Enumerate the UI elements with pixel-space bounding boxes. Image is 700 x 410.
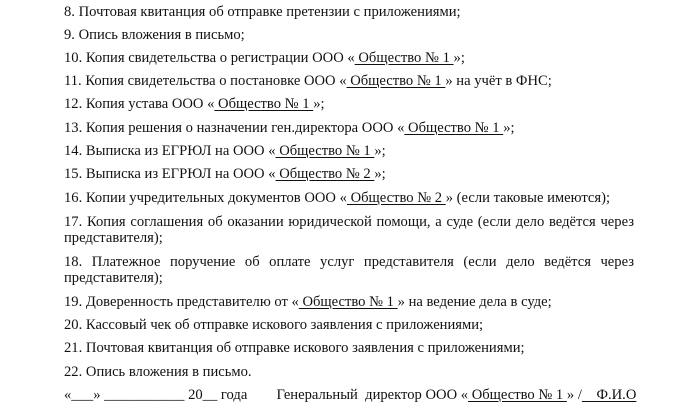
day-blank: ___ — [71, 387, 94, 403]
company-name: Общество № 1 — [298, 294, 398, 310]
year-blank: __ — [202, 387, 218, 403]
item-number: 22. — [64, 364, 83, 380]
item-number: 13. — [64, 120, 83, 136]
date-quote-open: « — [64, 387, 72, 403]
item-number: 14. — [64, 143, 83, 159]
list-item-22 — [64, 364, 634, 380]
item-text-tail: »; — [374, 166, 386, 182]
company-name: Общество № 1 — [354, 50, 454, 66]
list-item-15 — [64, 166, 634, 182]
list-item-18 — [64, 254, 634, 286]
item-number: 17. — [64, 214, 83, 230]
item-number: 9. — [64, 27, 75, 43]
item-text: Копия устава ООО « — [85, 96, 215, 112]
item-text: Копия соглашения об оказании юридической помощи, а суде (если дело ведётся через представителя); — [64, 214, 634, 246]
item-text: Опись вложения в письмо; — [78, 27, 245, 43]
list-item-16 — [64, 190, 634, 206]
name-placeholder: Ф.И.О — [581, 387, 637, 403]
list-item-21 — [64, 340, 634, 356]
item-text: Копии учредительных документов ООО « — [85, 190, 347, 206]
item-number: 8. — [64, 4, 75, 20]
list-item-8 — [64, 4, 634, 20]
item-text: Опись вложения в письмо. — [85, 364, 252, 380]
date-quote-close: » — [93, 387, 101, 403]
item-number: 19. — [64, 294, 83, 310]
item-text: Копия решения о назначении ген.директора ООО « — [85, 120, 405, 136]
list-item-13 — [64, 120, 634, 136]
list-item-17 — [64, 214, 634, 246]
item-number: 11. — [64, 73, 82, 89]
item-text: Копия свидетельства о регистрации ООО « — [85, 50, 355, 66]
signature-separator: » / — [566, 387, 582, 403]
list-item-14 — [64, 143, 634, 159]
item-number: 10. — [64, 50, 83, 66]
list-item-11 — [64, 73, 634, 89]
item-text-tail: » на ведение дела в суде; — [397, 294, 552, 310]
list-item-10 — [64, 50, 634, 66]
item-text: Выписка из ЕГРЮЛ на ООО « — [85, 166, 276, 182]
item-number: 16. — [64, 190, 83, 206]
company-name: Общество № 1 — [346, 73, 446, 89]
item-number: 12. — [64, 96, 83, 112]
item-number: 15. — [64, 166, 83, 182]
company-name: Общество № 1 — [275, 143, 375, 159]
list-item-19 — [64, 294, 634, 310]
item-text: Почтовая квитанция об отправке искового заявления с приложениями; — [85, 340, 525, 356]
year-word: года — [220, 387, 248, 403]
signatory-position: Генеральный директор ООО « — [276, 387, 469, 403]
item-number: 21. — [64, 340, 83, 356]
item-text: Кассовый чек об отправке искового заявления с приложениями; — [85, 317, 484, 333]
item-text-tail: »; — [503, 120, 515, 136]
item-text-tail: » (если таковые имеются); — [445, 190, 610, 206]
company-name: Общество № 1 — [214, 96, 314, 112]
item-text: Выписка из ЕГРЮЛ на ООО « — [85, 143, 276, 159]
item-text: Платежное поручение об оплате услуг представителя (если дело ведётся через представителя); — [64, 254, 634, 286]
item-text: Доверенность представителю от « — [85, 294, 299, 310]
item-text-tail: »; — [374, 143, 386, 159]
item-number: 20. — [64, 317, 83, 333]
signature-line — [64, 387, 664, 403]
list-item-12 — [64, 96, 634, 112]
month-blank: ___________ — [104, 387, 185, 403]
item-text: Почтовая квитанция об отправке претензии с приложениями; — [78, 4, 461, 20]
list-item-20 — [64, 317, 634, 333]
item-text-tail: »; — [313, 96, 325, 112]
company-name: Общество № 2 — [275, 166, 375, 182]
company-name: Общество № 2 — [346, 190, 446, 206]
list-item-9 — [64, 27, 634, 43]
item-number: 18. — [64, 254, 83, 270]
item-text-tail: »; — [453, 50, 465, 66]
year-prefix: 20 — [188, 387, 203, 403]
company-name: Общество № 1 — [404, 120, 504, 136]
item-text: Копия свидетельства о постановке ООО « — [85, 73, 347, 89]
item-text-tail: » на учёт в ФНС; — [445, 73, 552, 89]
company-name: Общество № 1 — [468, 387, 567, 403]
